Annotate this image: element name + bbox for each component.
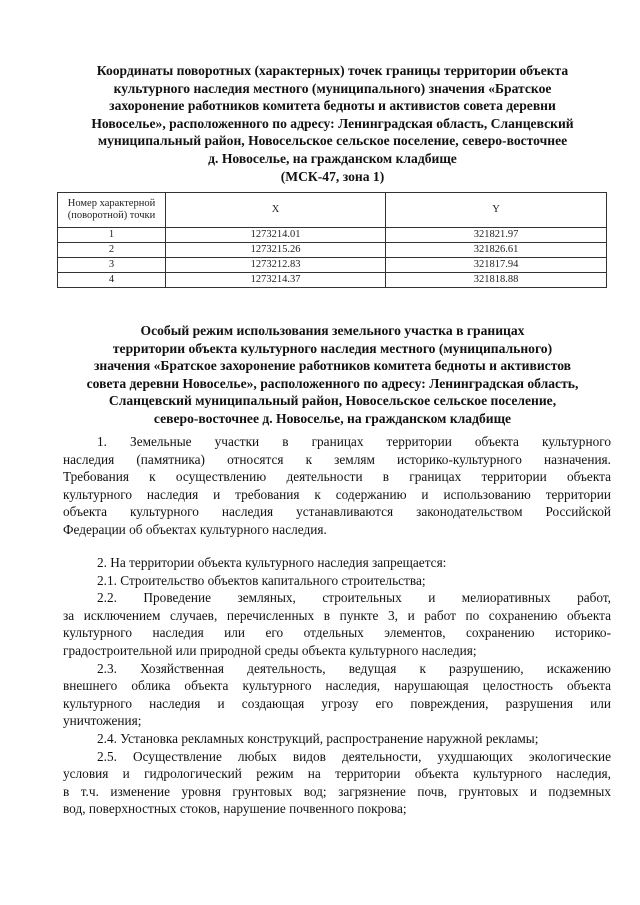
paragraph-land-category — [63, 433, 611, 539]
cell-y: 321826.61 — [386, 243, 607, 258]
cell-point: 4 — [58, 273, 166, 288]
table-row — [58, 258, 607, 273]
cell-x: 1273212.83 — [166, 258, 386, 273]
table-row — [58, 228, 607, 243]
paragraph-prohibitions — [63, 554, 611, 818]
text-line: градостроительной или природной среды объекта культурного наследия; — [63, 642, 477, 658]
coordinates-table — [57, 192, 607, 288]
title-line: захоронение работников комитета бедноты и активистов совета деревни — [109, 98, 556, 114]
cell-x: 1273214.37 — [166, 273, 386, 288]
text-line: вод, поверхностных стоков, нарушение почвенного покрова; — [63, 801, 407, 817]
cell-point: 1 — [58, 228, 166, 243]
text-line: внешнего облика объекта культурного наследия, нарушающая целостность объекта — [63, 678, 611, 694]
title-line: Сланцевский муниципальный район, Новосельское сельское поселение, — [108, 393, 557, 409]
header-y: Y — [386, 193, 607, 228]
cell-point: 2 — [58, 243, 166, 258]
text-line: в т.ч. изменение уровня грунтовых вод; загрязнение почв, грунтовых и подземных — [63, 783, 611, 799]
text-line: условия и гидрологический режим на территории объекта культурного наследия, — [63, 766, 611, 782]
table-row — [58, 273, 607, 288]
text-line: за исключением случаев, перечисленных в пункте 3, и работ по сохранению объекта — [63, 607, 611, 623]
table-row — [58, 243, 607, 258]
text-line: 1. Земельные участки в границах территории объекта культурного — [97, 434, 611, 449]
text-line: Федерации об объектах культурного наследия. — [63, 521, 327, 537]
cell-y: 321818.88 — [386, 273, 607, 288]
regime-title — [60, 322, 605, 428]
coordinates-title — [60, 62, 605, 185]
text-line: культурного наследия и требования к содержанию и использованию территории — [63, 486, 611, 502]
table-header-row — [58, 193, 607, 228]
text-line: 2.2. Проведение земляных, строительных и мелиоративных работ, — [97, 590, 611, 606]
text-line: уничтожения; — [63, 713, 142, 729]
text-line: 2.1. Строительство объектов капитального строительства; — [97, 572, 426, 588]
cell-point: 3 — [58, 258, 166, 273]
header-point-number: Номер характерной (поворотной) точки — [58, 193, 166, 228]
text-line: 2. На территории объекта культурного наследия запрещается: — [97, 555, 447, 570]
title-line: муниципальный район, Новосельское сельское поселение, северо-восточнее — [97, 133, 568, 149]
cell-y: 321821.97 — [386, 228, 607, 243]
text-line: 2.3. Хозяйственная деятельность, ведущая к разрушению, искажению — [97, 660, 611, 676]
title-line: северо-восточнее д. Новоселье, на гражданском кладбище — [153, 410, 512, 426]
text-line: 2.5. Осуществление любых видов деятельности, ухудшающих экологические — [97, 748, 611, 764]
title-line: д. Новоселье, на гражданском кладбище — [208, 150, 457, 166]
cell-x: 1273214.01 — [166, 228, 386, 243]
text-line: культурного наследия и создающая угрозу его повреждения, разрушения или — [63, 695, 611, 711]
text-line: культурного наследия или его отдельных элементов, сохранению историко- — [63, 625, 611, 641]
text-line: Требования к осуществлению деятельности в границах территории объекта — [63, 469, 611, 485]
text-line: объекта культурного наследия устанавливаются законодательством Российской — [63, 504, 611, 520]
title-line: Новоселье», расположенного по адресу: Ленинградская область, Сланцевский — [91, 115, 574, 131]
title-line: культурного наследия местного (муниципального) значения «Братское — [113, 80, 552, 96]
cell-x: 1273215.26 — [166, 243, 386, 258]
title-line: значения «Братское захоронение работников комитета бедноты и активистов — [93, 358, 572, 374]
title-line: совета деревни Новоселье», расположенного по адресу: Ленинградская область, — [86, 375, 579, 391]
coordinate-system-label: (МСК-47, зона 1) — [280, 168, 385, 184]
header-x: X — [166, 193, 386, 228]
title-line: территории объекта культурного наследия местного (муниципального) — [112, 340, 553, 356]
title-line: Особый режим использования земельного участка в границах — [140, 323, 525, 338]
cell-y: 321817.94 — [386, 258, 607, 273]
title-line: Координаты поворотных (характерных) точек границы территории объекта — [96, 63, 569, 78]
text-line: наследия (памятника) относятся к землям историко-культурного назначения. — [63, 451, 611, 467]
text-line: 2.4. Установка рекламных конструкций, распространение наружной рекламы; — [97, 730, 539, 746]
